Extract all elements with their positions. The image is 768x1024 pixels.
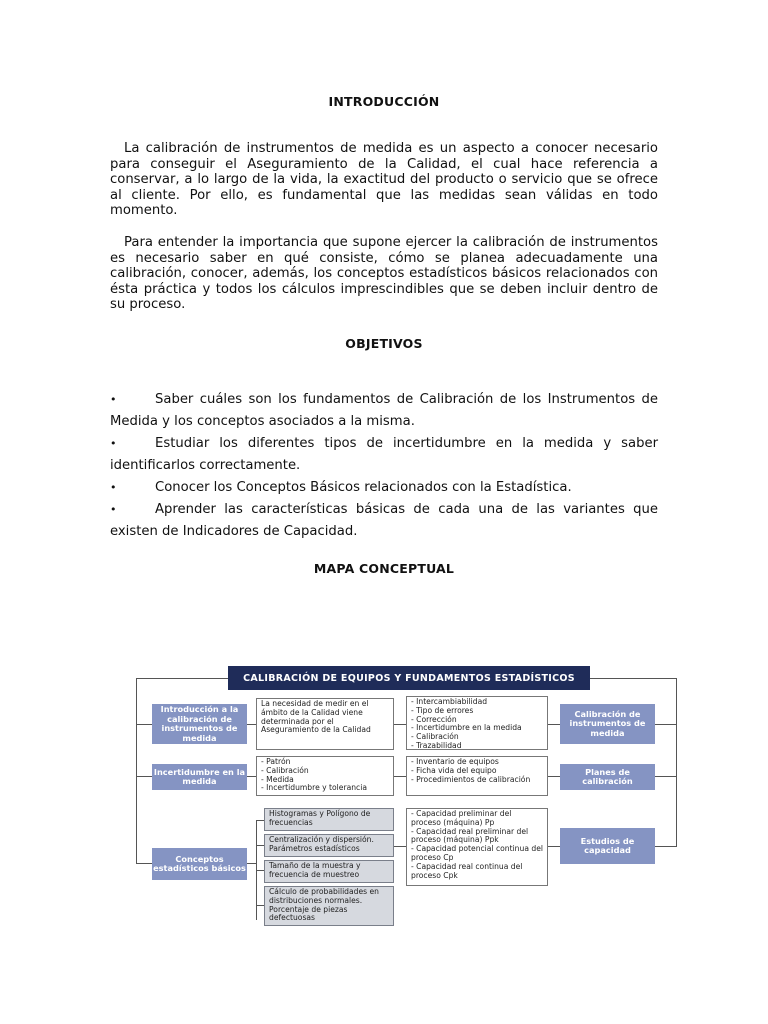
topic-intro-calibration: Introducción a la calibración de instrumentos de medida bbox=[152, 704, 247, 744]
quality-need-box: La necesidad de medir en el ámbito de la Calidad viene determinada por el Aseguramiento de la Calidad bbox=[256, 698, 394, 750]
connector-line bbox=[256, 870, 264, 871]
intro-paragraph-2: Para entender la importancia que supone ejercer la calibración de instrumentos es necesario saber en qué consiste, cómo se planea adecuadamente una calibración, conocer, además, los conceptos estadísticos básicos relacionados con ésta práctica y todos los cálculos imprescindibles que se deben incluir dentro de su proceso. bbox=[110, 235, 658, 313]
topic-capability-studies: Estudios de capacidad bbox=[560, 828, 655, 864]
connector-line bbox=[136, 678, 228, 679]
connector-line bbox=[136, 776, 152, 777]
connector-line bbox=[590, 678, 676, 679]
calibration-concepts-box: - Intercambiabilidad - Tipo de errores - Corrección - Incertidumbre en la medida - Calibración - Trazabilidad bbox=[406, 696, 548, 750]
stats-sample-size-box: Tamaño de la muestra y frecuencia de muestreo bbox=[264, 860, 394, 883]
connector-line bbox=[548, 724, 560, 725]
connector-line bbox=[548, 846, 560, 847]
connector-line bbox=[394, 846, 406, 847]
topic-uncertainty: Incertidumbre en la medida bbox=[152, 764, 247, 790]
objective-item: • Saber cuáles son los fundamentos de Calibración de los Instrumentos de Medida y los conceptos asociados a la misma. bbox=[110, 389, 658, 433]
topic-calibration-instruments: Calibración de instrumentos de medida bbox=[560, 704, 655, 744]
connector-line bbox=[247, 863, 256, 864]
connector-line bbox=[548, 776, 560, 777]
topic-calibration-plans: Planes de calibración bbox=[560, 764, 655, 790]
objectives-list bbox=[110, 389, 658, 543]
connector-line bbox=[394, 776, 406, 777]
capability-indices-box: - Capacidad preliminar del proceso (máquina) Pp - Capacidad real preliminar del proceso (máquina) Ppk - Capacidad potencial continua del proceso Cp - Capacidad real continua del proceso Cpk bbox=[406, 808, 548, 886]
connector-line bbox=[256, 820, 264, 821]
bullet-icon: • bbox=[110, 393, 117, 406]
stats-histograms-box: Histogramas y Polígono de frecuencias bbox=[264, 808, 394, 831]
bullet-icon: • bbox=[110, 437, 117, 450]
objective-item: • Conocer los Conceptos Básicos relacionados con la Estadística. bbox=[110, 477, 658, 499]
intro-heading: INTRODUCCIÓN bbox=[328, 94, 440, 109]
connector-line bbox=[136, 678, 137, 863]
connector-line bbox=[655, 776, 677, 777]
connector-line bbox=[136, 724, 152, 725]
connector-line bbox=[136, 863, 152, 864]
connector-line bbox=[247, 776, 256, 777]
concept-map bbox=[130, 660, 678, 930]
objective-item: • Estudiar los diferentes tipos de incertidumbre en la medida y saber identificarlos correctamente. bbox=[110, 433, 658, 477]
bullet-icon: • bbox=[110, 481, 117, 494]
calibration-plans-box: - Inventario de equipos - Ficha vida del equipo - Procedimientos de calibración bbox=[406, 756, 548, 796]
connector-line bbox=[676, 678, 677, 846]
intro-paragraph-1: La calibración de instrumentos de medida es un aspecto a conocer necesario para conseguir el Aseguramiento de la Calidad, el cual hace referencia a conservar, a lo largo de la vida, la exactitud del producto o servicio que se ofrece al cliente. Por ello, es fundamental que las medidas sean válidas en todo momento. bbox=[110, 141, 658, 219]
stats-probabilities-box: Cálculo de probabilidades en distribuciones normales. Porcentaje de piezas defectuosas bbox=[264, 886, 394, 926]
objectives-heading: OBJETIVOS bbox=[345, 336, 423, 351]
connector-line bbox=[247, 724, 256, 725]
map-heading: MAPA CONCEPTUAL bbox=[313, 561, 455, 576]
connector-line bbox=[256, 905, 264, 906]
stats-dispersion-box: Centralización y dispersión. Parámetros estadísticos bbox=[264, 834, 394, 857]
objective-item: • Aprender las características básicas de cada una de las variantes que existen de Indicadores de Capacidad. bbox=[110, 499, 658, 543]
connector-line bbox=[256, 845, 264, 846]
bullet-icon: • bbox=[110, 503, 117, 516]
topic-statistics: Conceptos estadísticos básicos bbox=[152, 848, 247, 880]
connector-line bbox=[655, 724, 677, 725]
connector-line bbox=[394, 724, 406, 725]
map-title-banner: CALIBRACIÓN DE EQUIPOS Y FUNDAMENTOS ESTADÍSTICOS bbox=[228, 666, 590, 690]
connector-line bbox=[655, 846, 677, 847]
uncertainty-concepts-box: - Patrón - Calibración - Medida - Incertidumbre y tolerancia bbox=[256, 756, 394, 796]
